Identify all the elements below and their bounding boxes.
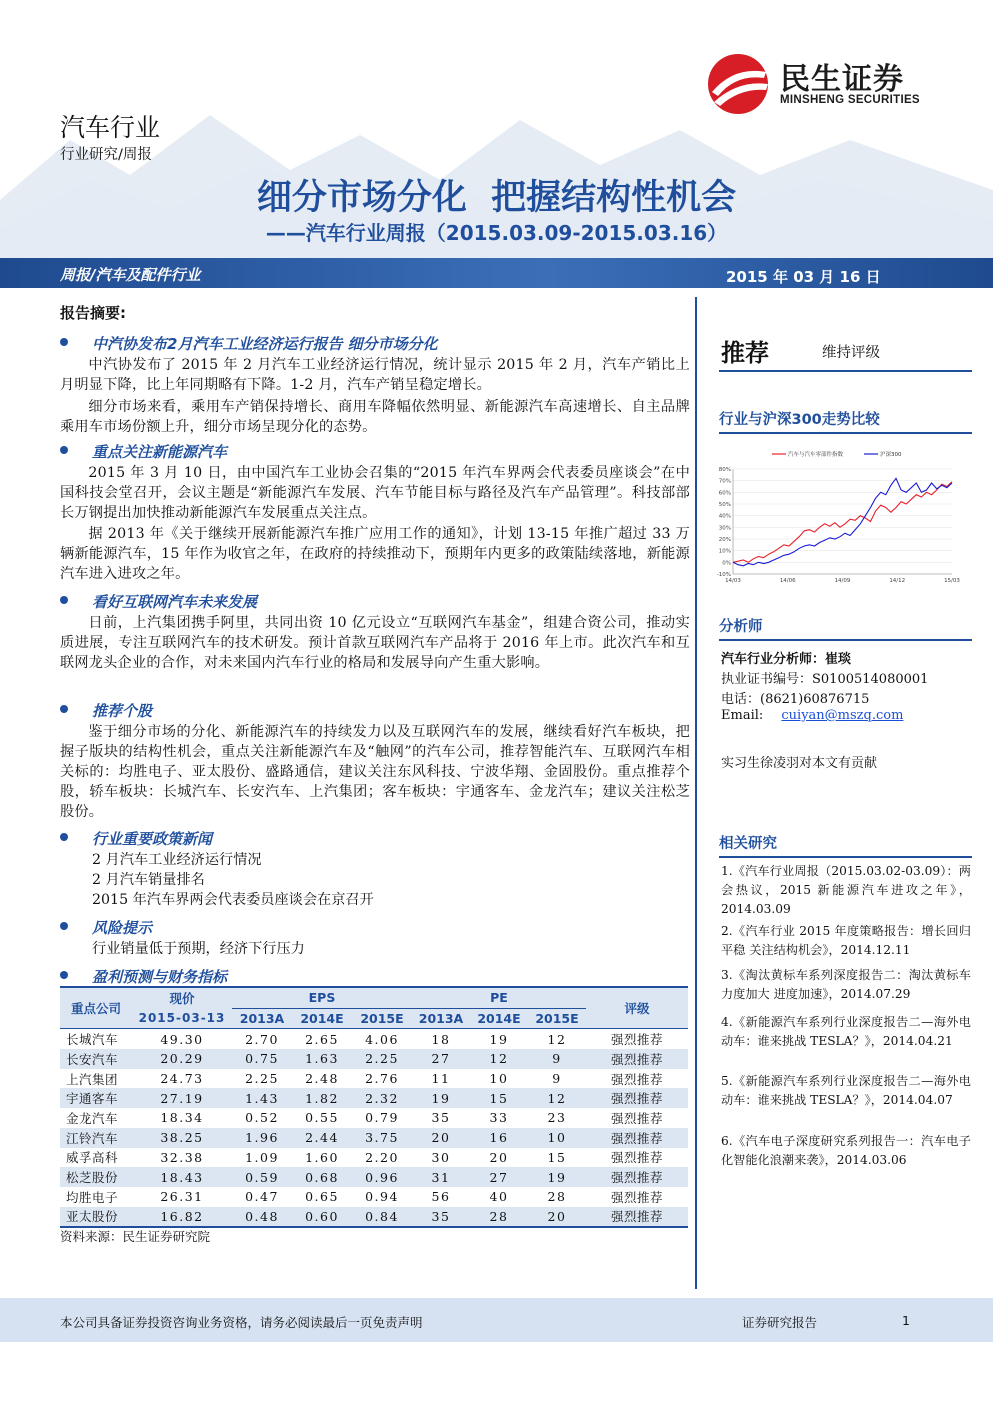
company-name: 江铃汽车 (60, 1128, 132, 1148)
paragraph: 中汽协发布了 2015 年 2 月汽车工业经济运行情况，统计显示 2015 年 2 月，汽车产销比上月明显下降，比上年同期略有下降。1-2 月，汽车产销呈稳定增长。 (60, 357, 690, 393)
header-year: 2013A (239, 1011, 285, 1027)
value-cell: 0.84 (352, 1207, 412, 1227)
section-title: 盈利预测与财务指标 (92, 968, 228, 986)
section-title: 重点关注新能源汽车 (92, 443, 228, 461)
section-heading (60, 828, 690, 848)
chart-heading: 行业与沪深300走势比较 (719, 408, 972, 434)
section-title: 推荐个股 (92, 702, 153, 720)
value-cell: 11 (431, 1071, 451, 1087)
value-cell: 0.47 (245, 1189, 279, 1205)
value-cell: 1.63 (292, 1049, 352, 1069)
analyst-heading: 分析师 (719, 615, 972, 641)
x-tick-label: 14/06 (779, 578, 796, 584)
page-subtitle: ——汽车行业周报（2015.03.09-2015.03.16） (265, 221, 728, 245)
industry-label: 汽车行业 (60, 113, 161, 142)
paragraph: 日前，上汽集团携手阿里，共同出资 10 亿元设立“互联网汽车基金”，组建合资公司，推动实质进展，专注互联网汽车的技术研发。预计首款互联网汽车产品将于 2016 年上市。此次汽车和互联网龙头企业的合作，对未来国内汽车行业的格局和发展导向产生重大影响。 (60, 615, 690, 671)
value-cell: 1.09 (245, 1149, 279, 1165)
page-number: 1 (902, 1313, 910, 1328)
value-cell: 2.70 (245, 1031, 279, 1047)
related-report[interactable]: 5.《新能源汽车系列行业深度报告二—海外电动车：谁来挑战 TESLA？》，2014.04.07 (721, 1074, 971, 1107)
bullet-icon (60, 833, 68, 841)
header-year: 2015E (360, 1011, 404, 1027)
legend-label: 沪深300 (880, 452, 902, 458)
value-cell: 1.96 (232, 1128, 292, 1148)
section-title: 看好互联网汽车未来发展 (92, 593, 258, 611)
paragraph: 鉴于细分市场的分化、新能源汽车的持续发力以及互联网汽车的发展，继续看好汽车板块，把握子版块的结构性机会，重点关注新能源汽车及“触网”的汽车公司，推荐智能汽车、互联网汽车相关标的：均胜电子、亚太股份、盛路通信，建议关注东风科技、宁波华翔、金固股份。重点推荐个股，轿车板块：长城汽车、长安汽车、上汽集团；客车板块：宇通客车、金龙汽车；建议关注松芝股份。 (60, 724, 690, 820)
value-cell: 0.55 (305, 1110, 339, 1126)
table-row (60, 1148, 688, 1168)
header-eps: EPS (232, 988, 412, 1008)
value-cell: 1.43 (232, 1088, 292, 1108)
forecast-table-wrapper (60, 986, 688, 1228)
value-cell: 28 (547, 1189, 567, 1205)
value-cell: 26.31 (160, 1189, 204, 1205)
company-name: 威孚高科 (66, 1150, 119, 1166)
email-label: Email: (721, 708, 764, 723)
section-heading (60, 333, 690, 353)
paragraph: 2015 年 3 月 10 日，由中国汽车工业协会召集的“2015 年汽车界两会代表委员座谈会”在中国科技会堂召开，会议主题是“新能源汽车发展、汽车节能目标与路径及汽车产品管理”。科技部部长万钢提出加快推动新能源汽车发展重点关注点。 (60, 465, 690, 521)
y-tick-label: 80% (718, 467, 731, 473)
x-tick-label: 15/03 (944, 578, 960, 584)
table-row (60, 1167, 688, 1187)
rating-cell: 强烈推荐 (586, 1128, 688, 1148)
company-name: 宇通客车 (60, 1088, 132, 1108)
x-tick-label: 14/03 (725, 578, 741, 584)
value-cell: 2.25 (245, 1071, 279, 1087)
value-cell: 0.75 (232, 1049, 292, 1069)
y-tick-label: 10% (718, 548, 731, 555)
header-price-date: 2015-03-13 (138, 1011, 226, 1026)
value-cell: 19 (489, 1031, 509, 1047)
footer-label: 证券研究报告 (742, 1315, 818, 1330)
bullet-icon (60, 446, 68, 454)
x-tick-label: 14/12 (889, 578, 906, 584)
table-row (60, 1128, 688, 1148)
value-cell: 0.79 (365, 1110, 399, 1126)
value-cell: 1.60 (305, 1149, 339, 1165)
y-tick-label: 40% (718, 513, 731, 520)
value-cell: 0.48 (232, 1207, 292, 1227)
list-item: 行业销量低于预期，经济下行压力 (92, 941, 305, 957)
table-row (60, 1049, 688, 1069)
value-cell: 10 (489, 1071, 509, 1087)
bullet-icon (60, 596, 68, 604)
rating-cell: 强烈推荐 (586, 1049, 688, 1069)
minsheng-logo-icon (704, 52, 774, 116)
section-heading (60, 966, 690, 986)
company-name: 松芝股份 (60, 1167, 132, 1187)
y-tick-label: 20% (718, 537, 731, 543)
company-name: 均胜电子 (66, 1189, 119, 1205)
value-cell: 35 (412, 1207, 470, 1227)
value-cell: 0.94 (365, 1189, 399, 1205)
rating-cell: 强烈推荐 (586, 1207, 688, 1227)
related-heading: 相关研究 (719, 832, 972, 858)
value-cell: 18 (431, 1031, 451, 1047)
page-title: 细分市场分化 把握结构性机会 (256, 178, 737, 218)
value-cell: 18.34 (160, 1110, 204, 1126)
value-cell: 3.75 (352, 1128, 412, 1148)
value-cell: 0.52 (245, 1110, 279, 1126)
rating-cell: 强烈推荐 (586, 1167, 688, 1187)
value-cell: 2.48 (305, 1071, 339, 1087)
value-cell: 32.38 (160, 1149, 204, 1165)
section-heading (60, 591, 690, 611)
value-cell: 2.76 (365, 1071, 399, 1087)
series-line-1 (733, 478, 952, 566)
company-name: 长安汽车 (60, 1049, 132, 1069)
value-cell: 2.44 (292, 1128, 352, 1148)
value-cell: 20 (528, 1207, 586, 1227)
value-cell: 1.82 (292, 1088, 352, 1108)
value-cell: 33 (489, 1110, 509, 1126)
column-divider (695, 297, 697, 1289)
rating-cell: 强烈推荐 (610, 1150, 663, 1166)
company-name: 上汽集团 (66, 1071, 119, 1087)
value-cell: 16 (470, 1128, 528, 1148)
value-cell: 24.73 (160, 1071, 204, 1087)
value-cell: 12 (470, 1049, 528, 1069)
value-cell: 16.82 (132, 1207, 232, 1227)
value-cell: 2.20 (365, 1149, 399, 1165)
value-cell: 18.43 (132, 1167, 232, 1187)
doc-type: 行业研究/周报 (60, 147, 152, 163)
brand-name-en: MINSHENG SECURITIES (780, 94, 920, 106)
value-cell: 38.25 (132, 1128, 232, 1148)
bullet-icon (60, 705, 68, 713)
table-source: 资料来源：民生证券研究院 (60, 1229, 211, 1244)
rating-cell: 强烈推荐 (586, 1088, 688, 1108)
intern-note: 实习生徐凌羽对本文有贡献 (721, 756, 878, 771)
header-price: 现价 (169, 991, 195, 1007)
header-year: 2014E (477, 1011, 521, 1027)
value-cell: 0.59 (232, 1167, 292, 1187)
value-cell: 31 (412, 1167, 470, 1187)
paragraph: 据 2013 年《关于继续开展新能源汽车推广应用工作的通知》，计划 13-15 年推广超过 33 万辆新能源汽车，15 年作为收官之年，在政府的持续推动下，预期年内更多的政策陆续落地，新能源汽车进入进攻之年。 (60, 526, 690, 582)
value-cell: 12 (528, 1088, 586, 1108)
related-report[interactable]: 6.《汽车电子深度研究系列报告一：汽车电子化智能化浪潮来袭》，2014.03.06 (721, 1134, 971, 1167)
section-heading (60, 441, 690, 461)
analyst-license: 执业证书编号：S0100514080001 (721, 672, 929, 687)
section-title: 中汽协发布2月汽车工业经济运行报告 细分市场分化 (92, 335, 438, 353)
report-date: 2015 年 03 月 16 日 (726, 268, 881, 286)
paragraph: 细分市场来看，乘用车产销保持增长、商用车降幅依然明显、新能源汽车高速增长、自主品牌乘用车市场份额上升，细分市场呈现分化的态势。 (60, 399, 690, 435)
y-tick-label: 70% (718, 478, 731, 485)
series-line-0 (733, 482, 952, 563)
section-title: 行业重要政策新闻 (92, 830, 213, 848)
value-cell: 2.25 (352, 1049, 412, 1069)
table-row (60, 1108, 688, 1128)
value-cell: 4.06 (365, 1031, 399, 1047)
forecast-table (60, 988, 688, 1226)
bullet-icon (60, 971, 68, 979)
value-cell: 0.96 (352, 1167, 412, 1187)
value-cell: 23 (547, 1110, 567, 1126)
bullet-icon (60, 338, 68, 346)
value-cell: 35 (431, 1110, 451, 1126)
y-tick-label: 60% (718, 490, 731, 497)
list-item: 2 月汽车销量排名 (92, 872, 205, 888)
footer-disclaimer: 本公司具备证券投资咨询业务资格，请务必阅读最后一页免责声明 (60, 1315, 423, 1330)
rating-note: 维持评级 (822, 345, 880, 361)
x-tick-label: 14/09 (834, 578, 851, 584)
rating-cell: 强烈推荐 (610, 1032, 663, 1048)
related-report[interactable]: 3.《淘汰黄标车系列深度报告二：淘汰黄标车力度加大 进度加速》，2014.07.29 (721, 968, 971, 1001)
y-tick-label: 0% (722, 560, 731, 567)
rating-cell: 强烈推荐 (610, 1189, 663, 1205)
value-cell: 0.68 (292, 1167, 352, 1187)
value-cell: 19 (528, 1167, 586, 1187)
value-cell: 56 (431, 1189, 451, 1205)
related-report[interactable]: 1.《汽车行业周报（2015.03.02-03.09）：两会热议，2015 新能源汽车进攻之年》，2014.03.09 (721, 864, 971, 916)
header-year: 2013A (418, 1011, 464, 1027)
section-title: 风险提示 (92, 919, 153, 937)
table-row (60, 1207, 688, 1227)
value-cell: 30 (431, 1149, 451, 1165)
rating-cell: 强烈推荐 (610, 1071, 663, 1087)
analyst-email-row (721, 708, 903, 723)
analyst-phone: 电话：(8621)60876715 (721, 692, 870, 707)
bullet-icon (60, 922, 68, 930)
company-name: 亚太股份 (60, 1207, 132, 1227)
related-report[interactable]: 2.《汽车行业 2015 年度策略报告：增长回归平稳 关注结构机会》，2014.12.11 (721, 924, 971, 957)
legend-label: 汽车与汽车零部件指数 (788, 452, 844, 458)
company-name: 金龙汽车 (66, 1110, 119, 1126)
company-name: 长城汽车 (66, 1032, 119, 1048)
value-cell: 20.29 (132, 1049, 232, 1069)
rating-value: 推荐 (721, 339, 769, 367)
value-cell: 12 (547, 1031, 567, 1047)
analyst-name: 汽车行业分析师：崔琰 (721, 652, 852, 667)
brand-name-cn: 民生证券 (780, 62, 904, 97)
header-year: 2015E (535, 1011, 579, 1027)
header-rating: 评级 (624, 1001, 650, 1017)
table-row (60, 1069, 688, 1089)
report-category: 周报/汽车及配件行业 (60, 266, 201, 284)
y-tick-label: -10% (716, 572, 731, 578)
value-cell: 0.65 (305, 1189, 339, 1205)
section-heading (60, 700, 690, 720)
table-row (60, 1029, 688, 1049)
value-cell: 2.65 (305, 1031, 339, 1047)
value-cell: 27 (470, 1167, 528, 1187)
value-cell: 19 (412, 1088, 470, 1108)
summary-heading: 报告摘要: (60, 304, 126, 322)
value-cell: 2.32 (352, 1088, 412, 1108)
y-tick-label: 50% (718, 502, 731, 508)
list-item: 2015 年汽车界两会代表委员座谈会在京召开 (92, 892, 374, 908)
value-cell: 27 (412, 1049, 470, 1069)
rating-cell: 强烈推荐 (610, 1110, 663, 1126)
value-cell: 27.19 (132, 1088, 232, 1108)
value-cell: 0.60 (292, 1207, 352, 1227)
value-cell: 20 (412, 1128, 470, 1148)
value-cell: 20 (489, 1149, 509, 1165)
related-report[interactable]: 4.《新能源汽车系列行业深度报告二—海外电动车：谁来挑战 TESLA？》，2014.04.21 (721, 1015, 971, 1048)
y-tick-label: 30% (718, 525, 731, 532)
header-company: 重点公司 (70, 1001, 121, 1017)
section-heading (60, 917, 690, 937)
value-cell: 9 (528, 1049, 586, 1069)
value-cell: 15 (470, 1088, 528, 1108)
value-cell: 15 (547, 1149, 567, 1165)
list-item: 2 月汽车工业经济运行情况 (92, 852, 262, 868)
value-cell: 40 (489, 1189, 509, 1205)
rating-box (719, 310, 972, 372)
value-cell: 49.30 (160, 1031, 204, 1047)
table-row (60, 1187, 688, 1207)
header-year: 2014E (300, 1011, 344, 1027)
table-row (60, 1088, 688, 1108)
value-cell: 9 (552, 1071, 562, 1087)
header-pe: PE (412, 988, 586, 1008)
trend-chart (716, 443, 972, 585)
value-cell: 10 (528, 1128, 586, 1148)
analyst-email-link[interactable]: cuiyan@mszq.com (781, 708, 904, 723)
value-cell: 28 (470, 1207, 528, 1227)
